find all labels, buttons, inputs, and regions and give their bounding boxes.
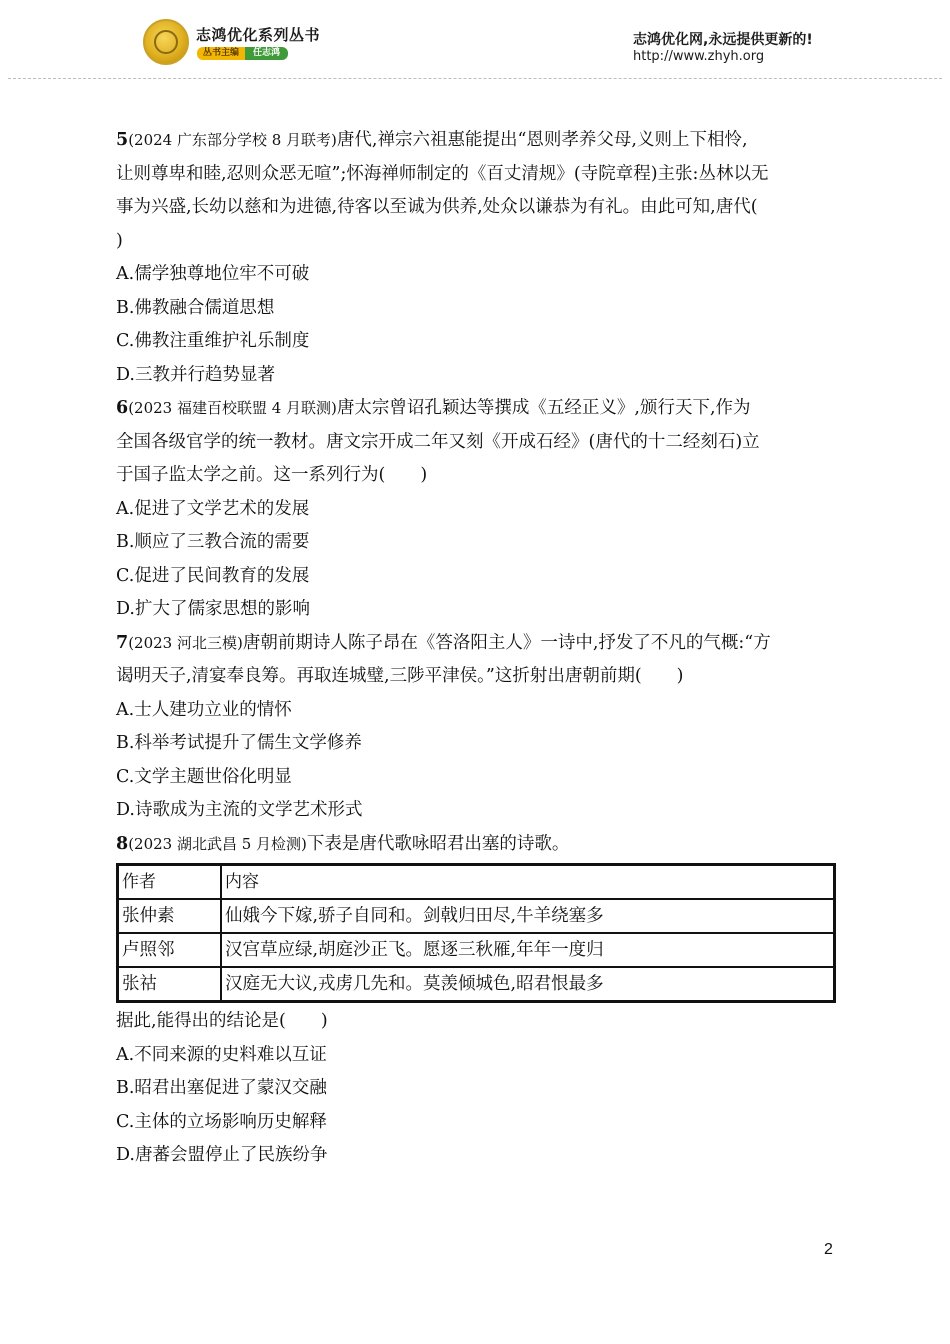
option-b: B.顺应了三教合流的需要	[116, 532, 310, 552]
poem-table	[116, 863, 836, 1003]
question-source: (2023 湖北武昌 5 月检测)	[128, 834, 307, 853]
question-source: (2024 广东部分学校 8 月联考)	[128, 131, 337, 149]
option-b: B.佛教融合儒道思想	[116, 297, 275, 318]
publisher-logo-icon	[143, 19, 189, 65]
option-b: B.科举考试提升了儒生文学修养	[116, 733, 362, 753]
site-slogan: 志鸿优化网,永远提供更新的!	[633, 32, 813, 48]
series-title: 志鸿优化系列丛书	[196, 26, 321, 44]
table-row	[118, 933, 835, 967]
table-header-cell: 内容	[221, 865, 835, 900]
question-source: (2023 河北三模)	[128, 633, 243, 652]
question-list	[116, 124, 836, 1173]
table-header-row	[118, 865, 835, 900]
question-text: 下表是唐代歌咏昭君出塞的诗歌。	[306, 833, 570, 854]
option-c: C.主体的立场影响历史解释	[116, 1111, 327, 1132]
page-number: 2	[824, 1241, 833, 1258]
question-source: (2023 福建百校联盟 4 月联测)	[128, 399, 337, 417]
question-text: 唐代,禅宗六祖惠能提出“恩则孝养父母,义则上下相怜,	[336, 130, 748, 150]
table-row	[118, 899, 835, 933]
question-text: 据此,能得出的结论是( )	[116, 1011, 328, 1031]
table-cell-author: 卢照邻	[118, 933, 222, 967]
site-url[interactable]: http://www.zhyh.org	[633, 49, 765, 64]
question-text: 让则尊卑和睦,忍则众恶无喧”;怀海禅师制定的《百丈清规》(寺院章程)主张:丛林以无	[116, 163, 769, 184]
question-text: 于国子监太学之前。这一系列行为( )	[116, 465, 428, 485]
option-d: D.扩大了儒家思想的影响	[116, 599, 310, 619]
question-text: 事为兴盛,长幼以慈和为进德,待客以至诚为供养,处众以谦恭为有礼。由此可知,唐代(	[116, 197, 758, 217]
question-6	[116, 392, 836, 627]
table-header-cell: 作者	[118, 865, 222, 900]
option-c: C.促进了民间教育的发展	[116, 565, 310, 586]
header-divider	[8, 78, 942, 79]
question-number: 5	[116, 130, 129, 150]
table-cell-author: 张仲素	[118, 899, 222, 933]
question-text: )	[116, 230, 123, 251]
table-cell-content: 仙娥今下嫁,骄子自同和。剑戟归田尽,牛羊绕塞多	[221, 899, 835, 933]
table-cell-content: 汉宫草应绿,胡庭沙正飞。愿逐三秋雁,年年一度归	[221, 933, 835, 967]
question-8	[116, 828, 836, 1173]
table-cell-author: 张祜	[118, 967, 222, 1002]
question-number: 6	[116, 398, 129, 418]
option-a: A.儒学独尊地位牢不可破	[116, 264, 310, 284]
option-d: D.唐蕃会盟停止了民族纷争	[116, 1145, 328, 1165]
question-text: 谒明天子,清宴奉良筹。再取连城璧,三陟平津侯。”这折射出唐朝前期( )	[116, 666, 684, 686]
option-a: A.促进了文学艺术的发展	[116, 498, 310, 519]
option-d: D.三教并行趋势显著	[116, 364, 275, 385]
option-d: D.诗歌成为主流的文学艺术形式	[116, 800, 363, 820]
editor-name: 任志鸿	[245, 47, 288, 60]
question-text: 唐朝前期诗人陈子昂在《答洛阳主人》一诗中,抒发了不凡的气概:“方	[242, 632, 771, 653]
question-text: 唐太宗曾诏孔颖达等撰成《五经正义》,颁行天下,作为	[336, 398, 751, 418]
question-number: 8	[116, 833, 129, 854]
editor-label: 丛书主编	[197, 47, 245, 60]
question-7	[116, 627, 836, 828]
table-cell-content: 汉庭无大议,戎虏几先和。莫羡倾城色,昭君恨最多	[221, 967, 835, 1002]
option-b: B.昭君出塞促进了蒙汉交融	[116, 1078, 327, 1098]
option-c: C.佛教注重维护礼乐制度	[116, 331, 310, 351]
question-5	[116, 124, 836, 392]
editor-tag	[197, 47, 288, 60]
option-a: A.士人建功立业的情怀	[116, 699, 292, 720]
option-a: A.不同来源的史料难以互证	[116, 1044, 327, 1065]
question-number: 7	[116, 632, 129, 653]
page-header	[0, 0, 950, 80]
table-row	[118, 967, 835, 1002]
question-text: 全国各级官学的统一教材。唐文宗开成二年又刻《开成石经》(唐代的十二经刻石)立	[116, 431, 760, 452]
option-c: C.文学主题世俗化明显	[116, 766, 292, 787]
